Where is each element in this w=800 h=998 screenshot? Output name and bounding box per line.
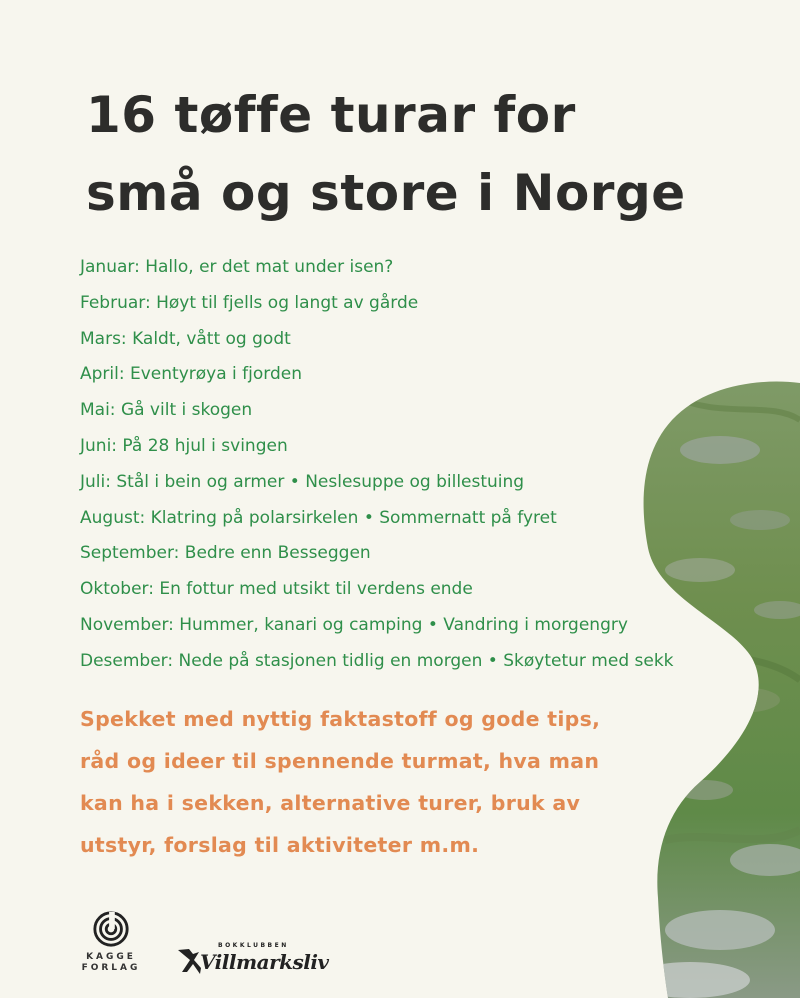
book-title: [86, 76, 686, 232]
kagge-spiral-icon: [92, 910, 130, 948]
blurb-line-1: Spekket med nyttig faktastoff og gode tips,: [80, 707, 601, 731]
villmarksliv-bird-icon: [176, 946, 202, 976]
month-february: Februar: Høyt til fjells og langt av gårde: [80, 292, 419, 313]
month-december: Desember: Nede på stasjonen tidlig en morgen • Skøytetur med sekk: [80, 650, 674, 671]
month-september: September: Bedre enn Besseggen: [80, 543, 371, 564]
blurb-line-3: kan ha i sekken, alternative turer, bruk av: [80, 791, 581, 815]
villmarksliv-logo: [176, 942, 336, 978]
title-line-1: 16 tøffe turar for: [86, 86, 576, 144]
month-may: Mai: Gå vilt i skogen: [80, 400, 253, 421]
month-march: Mars: Kaldt, vått og godt: [80, 328, 291, 349]
month-august: August: Klatring på polarsirkelen • Sommernatt på fyret: [80, 507, 557, 528]
villmarksliv-club-label: BOKKLUBBEN: [218, 942, 289, 949]
month-april: April: Eventyrøya i fjorden: [80, 364, 302, 385]
blurb-line-4: utstyr, forslag til aktiviteter m.m.: [80, 833, 480, 857]
title-line-2: små og store i Norge: [86, 164, 686, 222]
month-july: Juli: Stål i bein og armer • Neslesuppe og billestuing: [80, 471, 525, 492]
blurb-line-2: råd og ideer til spennende turmat, hva man: [80, 749, 600, 773]
kagge-wordmark-line-1: KAGGE: [86, 952, 136, 962]
month-january: Januar: Hallo, er det mat under isen?: [80, 257, 394, 277]
month-october: Oktober: En fottur med utsikt til verdens ende: [80, 579, 473, 600]
month-november: November: Hummer, kanari og camping • Vandring i morgengry: [80, 614, 628, 635]
month-june: Juni: På 28 hjul i svingen: [80, 435, 288, 456]
kagge-forlag-logo: [78, 910, 144, 974]
monthly-trips-list: [80, 250, 674, 680]
kagge-wordmark-line-2: FORLAG: [81, 963, 141, 973]
villmarksliv-wordmark: Villmarksliv: [200, 950, 329, 974]
promo-blurb: [80, 698, 680, 866]
